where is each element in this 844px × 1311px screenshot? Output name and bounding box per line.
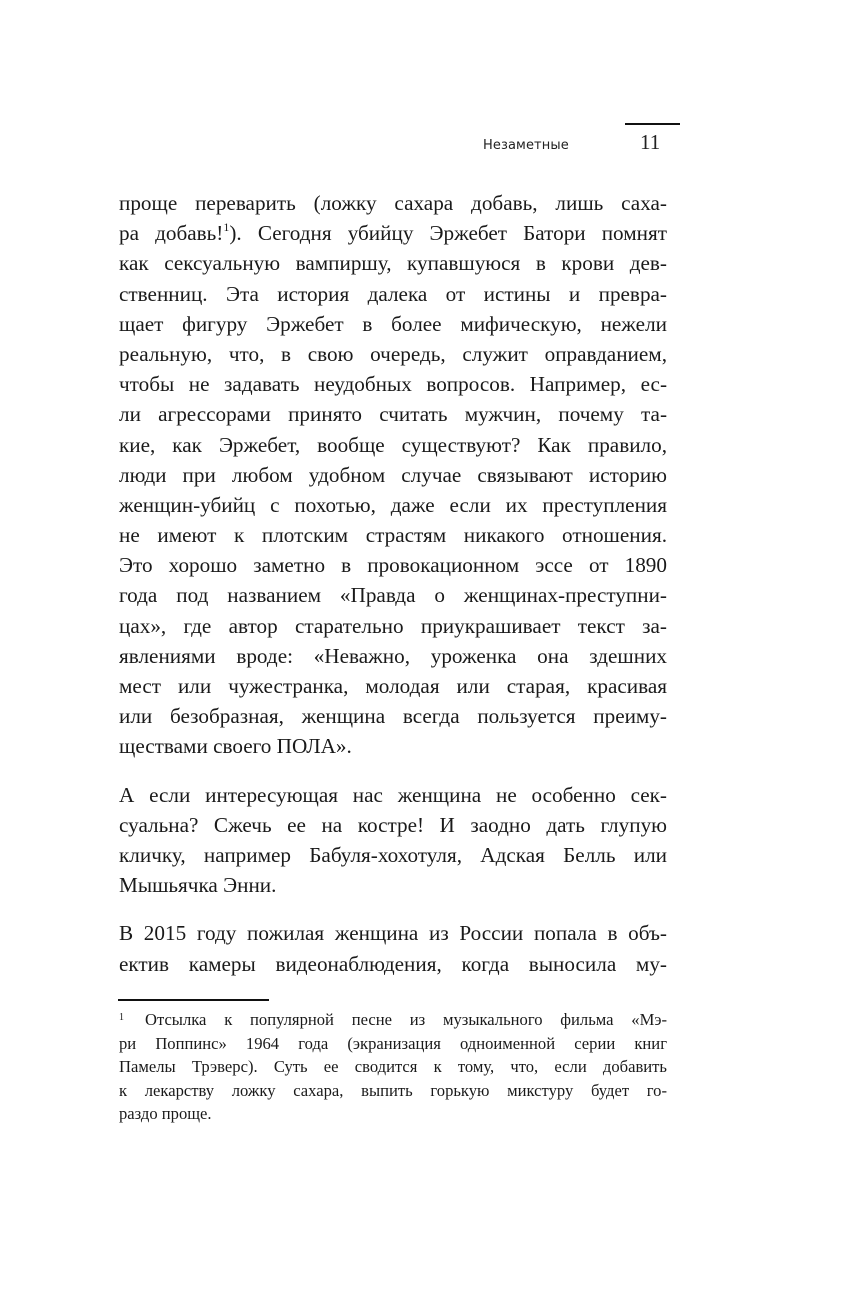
text-line: ектив камеры видеонаблюдения, когда выносила му-: [119, 951, 667, 976]
paragraph-1: [119, 188, 667, 762]
text-line: 1 Отсылка к популярной песне из музыкального фильма «Мэ-: [119, 1010, 667, 1029]
text-line: суальна? Сжечь ее на костре! И заодно дать глупую: [119, 812, 667, 837]
text-line: мест или чужестранка, молодая или старая, красивая: [119, 674, 667, 698]
text-line: года под названием «Правда о женщинах-преступни-: [119, 583, 667, 608]
text-line: явлениями вроде: «Неважно, уроженка она здешних: [119, 643, 667, 668]
text-line: В 2015 году пожилая женщина из России попала в объ-: [119, 921, 667, 946]
text-line: Это хорошо заметно в провокационном эссе от 1890: [119, 553, 667, 578]
text-line: ри Поппинс» 1964 года (экранизация одноименной серии книг: [119, 1033, 667, 1053]
text-line: ществами своего ПОЛА».: [119, 734, 352, 759]
paragraph-2: [119, 780, 667, 901]
text-line: не имеют к плотским страстям никакого отношения.: [119, 523, 667, 548]
paragraph-3: [119, 918, 667, 978]
text-line: кие, как Эржебет, вообще существуют? Как правило,: [119, 432, 667, 457]
text-line: Памелы Трэверс). Суть ее сводится к тому, что, если добавить: [119, 1057, 667, 1077]
text-line: цах», где автор старательно приукрашивает текст за-: [119, 613, 667, 638]
text-line: реальную, что, в свою очередь, служит оправданием,: [119, 341, 667, 366]
paragraph-spacer: [119, 900, 667, 918]
text-line: ли агрессорами принято считать мужчин, почему та-: [119, 402, 667, 427]
text-line: кличку, например Бабуля-хохотуля, Адская Белль или: [119, 842, 667, 867]
text-line: чтобы не задавать неудобных вопросов. Например, ес-: [119, 372, 667, 397]
text-line: Мышьячка Энни.: [119, 873, 277, 898]
text-line: люди при любом удобном случае связывают историю: [119, 462, 667, 487]
text-line: А если интересующая нас женщина не особенно сек-: [119, 782, 667, 807]
footnote-reference[interactable]: 1: [223, 220, 230, 235]
text-line: раздо проще.: [119, 1104, 212, 1124]
page-number-rule: [625, 123, 680, 125]
paragraph-spacer: [119, 762, 667, 780]
text-line: как сексуальную вампиршу, купавшуюся в крови дев-: [119, 251, 667, 276]
page-number: 11: [640, 130, 661, 154]
text-line: проще переварить (ложку сахара добавь, лишь саха-: [119, 191, 667, 215]
text-line: ственниц. Эта история далека от истины и превра-: [119, 281, 667, 306]
body-text: [119, 188, 667, 979]
text-line: или безобразная, женщина всегда пользуется преиму-: [119, 704, 667, 729]
text-line: ра добавь!$^1$). Сегодня убийцу Эржебет Батори помнят: [119, 220, 667, 246]
text-line: женщин-убийц с похотью, даже если их преступления: [119, 492, 667, 517]
footnotes: [119, 1008, 667, 1126]
footnote-1: [119, 1008, 667, 1126]
text-line: к лекарству ложку сахара, выпить горькую микстуру будет го-: [119, 1080, 667, 1100]
text-line: щает фигуру Эржебет в более мифическую, нежели: [119, 311, 667, 336]
running-head: [0, 0, 844, 170]
running-title: Незаметные: [483, 138, 569, 153]
footnote-separator: [118, 999, 269, 1001]
